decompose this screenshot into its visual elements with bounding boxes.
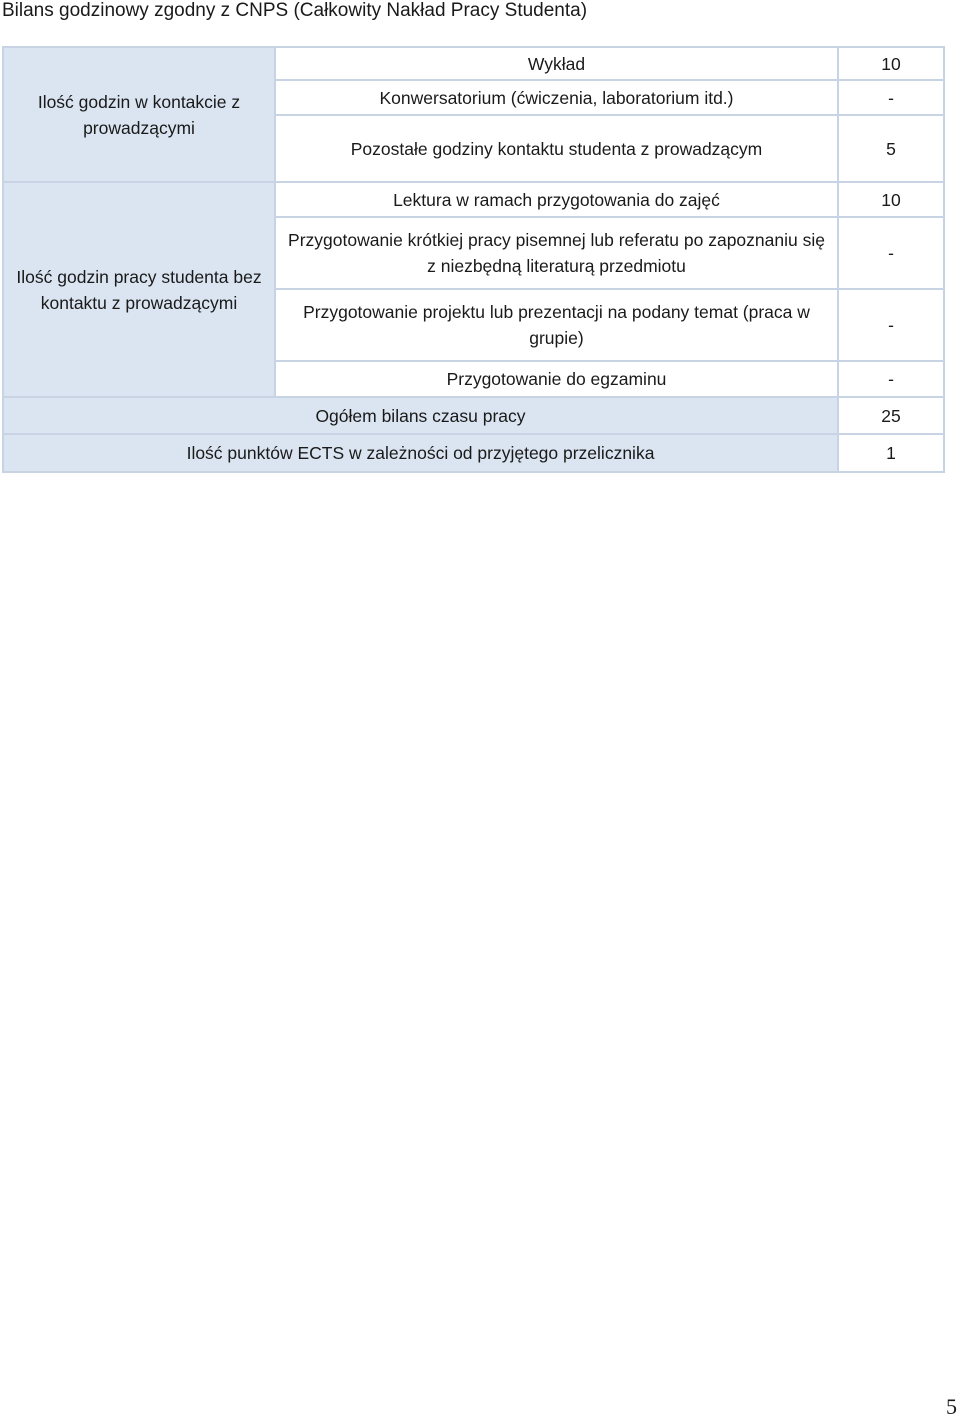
group-label-contact: Ilość godzin w kontakcie z prowadzącymi <box>3 47 275 182</box>
row-value: 5 <box>838 115 944 182</box>
row-value: 10 <box>838 47 944 80</box>
row-label: Przygotowanie krótkiej pracy pisemnej lub referatu po zapoznaniu się z niezbędną literaturą przedmiotu <box>275 217 838 289</box>
total-row <box>3 397 944 434</box>
workload-table <box>2 46 945 473</box>
table-row <box>3 182 944 217</box>
total-label: Ogółem bilans czasu pracy <box>3 397 838 434</box>
page-number: 5 <box>946 1394 957 1419</box>
group-label-no-contact: Ilość godzin pracy studenta bez kontaktu z prowadzącymi <box>3 182 275 397</box>
row-value: - <box>838 361 944 397</box>
row-label: Wykład <box>275 47 838 80</box>
row-label: Pozostałe godziny kontaktu studenta z prowadzącym <box>275 115 838 182</box>
ects-row <box>3 434 944 472</box>
row-label: Przygotowanie do egzaminu <box>275 361 838 397</box>
row-label: Lektura w ramach przygotowania do zajęć <box>275 182 838 217</box>
row-value: - <box>838 217 944 289</box>
document-title: Bilans godzinowy zgodny z CNPS (Całkowity Nakład Pracy Studenta) <box>2 0 588 21</box>
row-value: - <box>838 289 944 361</box>
ects-value: 1 <box>838 434 944 472</box>
ects-label: Ilość punktów ECTS w zależności od przyjętego przelicznika <box>3 434 838 472</box>
row-value: - <box>838 80 944 115</box>
total-value: 25 <box>838 397 944 434</box>
row-label: Przygotowanie projektu lub prezentacji na podany temat (praca w grupie) <box>275 289 838 361</box>
row-label: Konwersatorium (ćwiczenia, laboratorium itd.) <box>275 80 838 115</box>
table-row <box>3 47 944 80</box>
row-value: 10 <box>838 182 944 217</box>
